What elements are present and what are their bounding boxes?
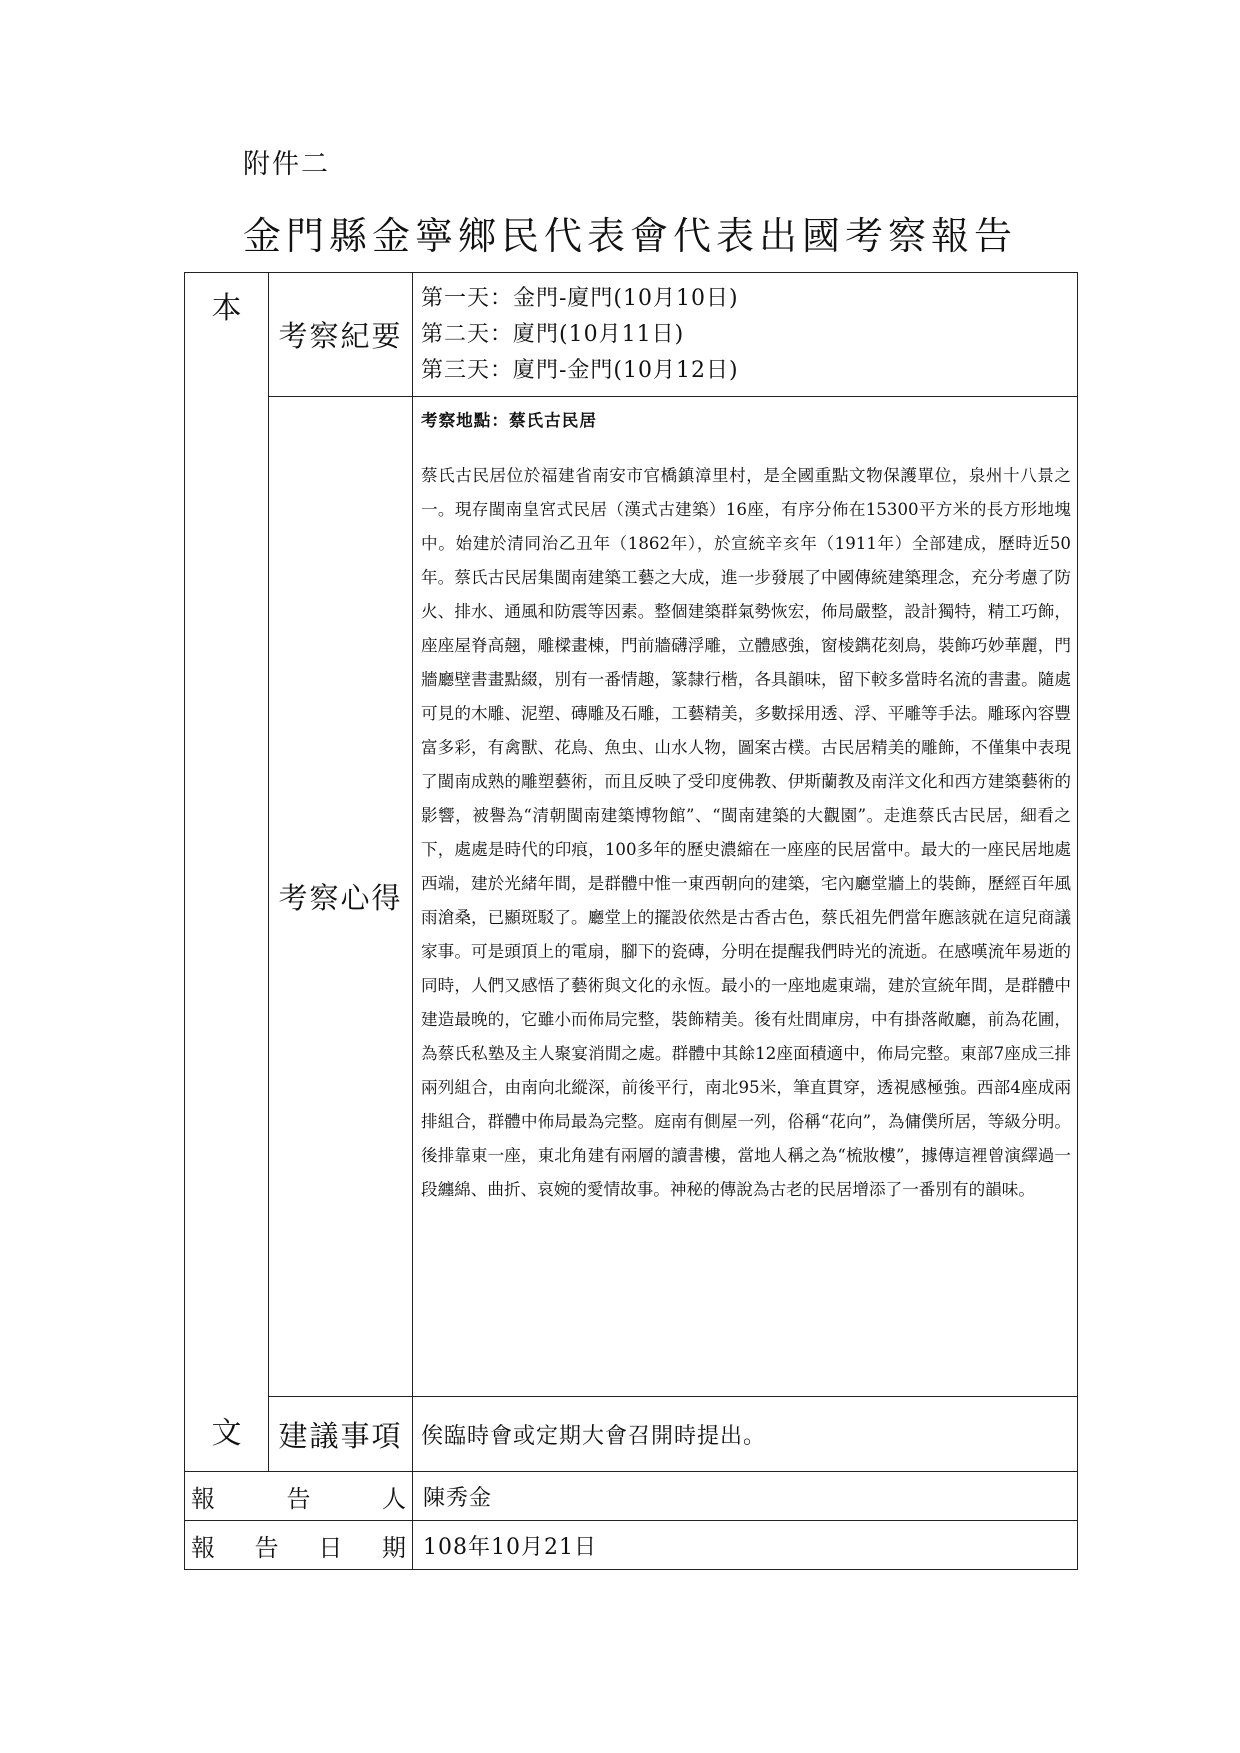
visit-location: 考察地點：蔡氏古民居 <box>421 410 597 430</box>
findings-content <box>413 397 1078 1397</box>
body-side-cell <box>185 273 269 1472</box>
reporter-label: 報 告 人 <box>185 1472 413 1521</box>
side-label-bottom: 文 <box>211 1416 242 1451</box>
side-label-top: 本 <box>211 291 242 326</box>
itinerary-days <box>413 273 1078 397</box>
report-date-label: 報 告 日 期 <box>185 1521 413 1570</box>
findings-body: 蔡氏古民居位於福建省南安市官橋鎮漳里村，是全國重點文物保護單位，泉州十八景之一。現存閩南皇宮式民居（漢式古建築）16座，有序分佈在15300平方米的長方形地塊中。始建於清同治乙丑年（1862年），於宣統辛亥年（1911年）全部建成，歷時近50年。蔡氏古民居集閩南建築工藝之大成，進一步發展了中國傳統建築理念，充分考慮了防火、排水、通風和防震等因素。整個建築群氣勢恢宏，佈局嚴整，設計獨特，精工巧飾，座座屋脊高翹，雕樑畫棟，門前牆礴浮雕，立體感強，窗棱鐫花刻鳥，裝飾巧妙華麗，門牆廳壁書畫點綴，別有一番情趣，篆隸行楷，各具韻味，留下較多當時名流的書畫。隨處可見的木雕、泥塑、磚雕及石雕，工藝精美，多數採用透、浮、平雕等手法。雕琢內容豐富多彩，有禽獸、花鳥、魚虫、山水人物，圖案古樸。古民居精美的雕飾，不僅集中表現了閩南成熟的雕塑藝術，而且反映了受印度佛教、伊斯蘭教及南洋文化和西方建築藝術的影響，被譽為“清朝閩南建築博物館”、“閩南建築的大觀園”。走進蔡氏古民居，細看之下，處處是時代的印痕，100多年的歷史濃縮在一座座的民居當中。最大的一座民居地處西端，建於光緒年間，是群體中惟一東西朝向的建築，宅內廳堂牆上的裝飾，歷經百年風雨滄桑，已顯斑駁了。廳堂上的擺設依然是古香古色，蔡氏祖先們當年應該就在這兒商議家事。可是頭頂上的電扇，腳下的瓷磚，分明在提醒我們時光的流逝。在感嘆流年易逝的同時，人們又感悟了藝術與文化的永恆。最小的一座地處東端，建於宣統年間，是群體中建造最晚的，它雖小而佈局完整，裝飾精美。後有灶間庫房，中有掛落敞廳，前為花圃，為蔡氏私塾及主人聚宴消閒之處。群體中其餘12座面積適中，佈局完整。東部7座成三排兩列組合，由南向北縱深，前後平行，南北95米，筆直貫穿，透視感極強。西部4座成兩排組合，群體中佈局最為完整。庭南有側屋一列，俗稱“花向”，為傭僕所居，等級分明。後排靠東一座，東北角建有兩層的讀書樓，當地人稱之為“梳妝樓”，據傳這裡曾演繹過一段纏綿、曲折、哀婉的愛情故事。神秘的傳說為古老的民居增添了一番別有的韻味。 <box>421 466 1071 1199</box>
itinerary-label: 考察紀要 <box>269 273 413 397</box>
report-date-value: 108年10月21日 <box>413 1521 1078 1570</box>
reporter-name: 陳秀金 <box>413 1472 1078 1521</box>
attachment-label: 附件二 <box>243 149 330 180</box>
document-title: 金門縣金寧鄉民代表會代表出國考察報告 <box>242 214 1017 258</box>
report-table <box>184 272 1078 1570</box>
itinerary-day-2: 第二天：廈門(10月11日) <box>421 321 685 347</box>
suggestions-label: 建議事項 <box>269 1397 413 1472</box>
suggestions-value: 俟臨時會或定期大會召開時提出。 <box>413 1397 1078 1472</box>
itinerary-day-3: 第三天：廈門-金門(10月12日) <box>421 357 739 383</box>
findings-label: 考察心得 <box>269 397 413 1397</box>
itinerary-day-1: 第一天：金門-廈門(10月10日) <box>421 285 739 311</box>
